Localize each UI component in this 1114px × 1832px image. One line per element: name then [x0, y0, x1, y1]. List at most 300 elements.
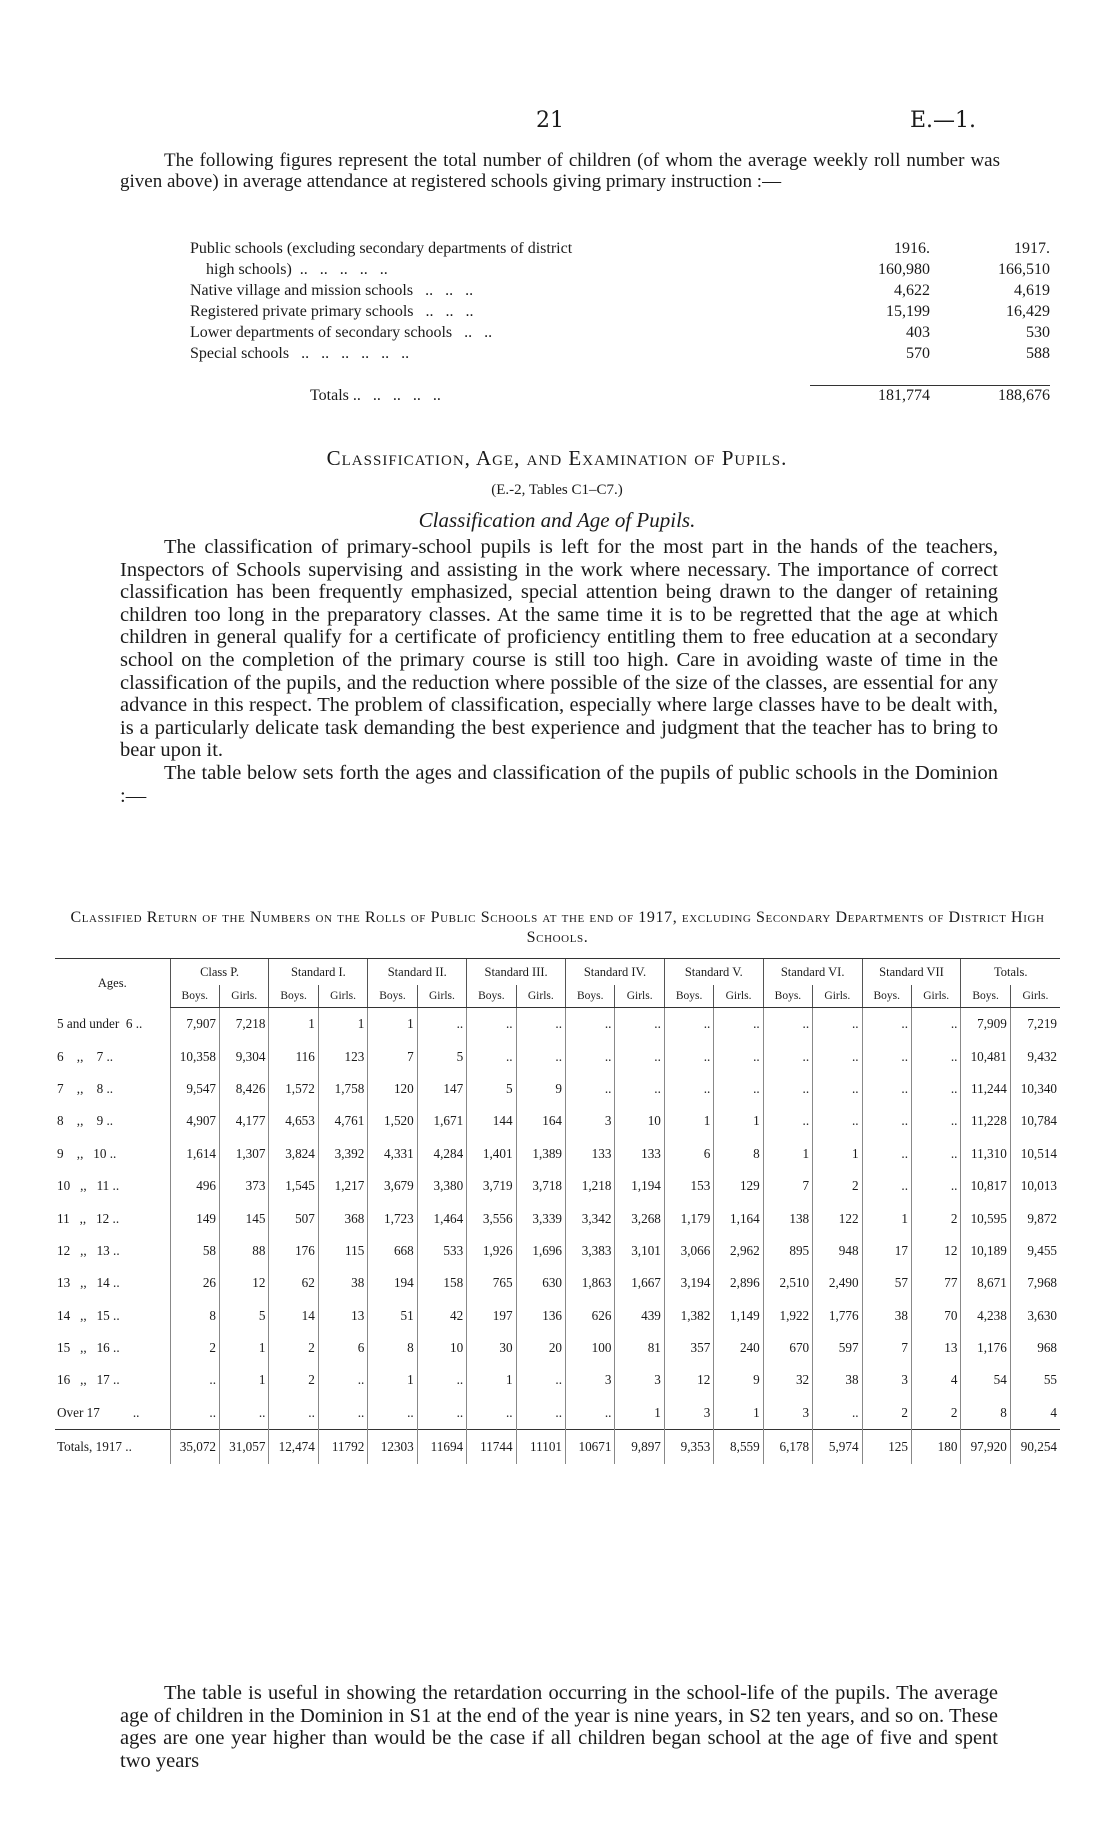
count-cell: 13 — [911, 1332, 960, 1364]
count-cell: .. — [664, 1008, 713, 1041]
count-cell: 7,968 — [1010, 1267, 1060, 1299]
table-row — [55, 1267, 1060, 1299]
count-cell: 2 — [269, 1332, 318, 1364]
count-cell: .. — [318, 1397, 367, 1430]
count-cell: 8,559 — [714, 1430, 763, 1465]
count-cell: .. — [318, 1364, 367, 1396]
count-cell: 1,723 — [368, 1202, 417, 1234]
attendance-table — [190, 238, 1050, 407]
class-header: Totals. — [961, 959, 1060, 986]
count-cell: .. — [170, 1364, 219, 1396]
count-cell: .. — [862, 1073, 911, 1105]
count-cell: .. — [467, 1397, 516, 1430]
count-cell: .. — [417, 1364, 466, 1396]
count-cell: 2 — [813, 1170, 862, 1202]
count-cell: 597 — [813, 1332, 862, 1364]
closing-text — [120, 1682, 998, 1772]
count-cell: .. — [911, 1040, 960, 1072]
count-cell: 81 — [615, 1332, 664, 1364]
classified-return-table — [55, 958, 1060, 1464]
count-cell: 4,653 — [269, 1105, 318, 1137]
count-cell: 1,671 — [417, 1105, 466, 1137]
girls-header: Girls. — [417, 985, 466, 1008]
count-cell: 9,872 — [1010, 1202, 1060, 1234]
count-cell: .. — [516, 1364, 565, 1396]
count-cell: 11,244 — [961, 1073, 1010, 1105]
boys-header: Boys. — [170, 985, 219, 1008]
section-subtitle: (E.-2, Tables C1–C7.) — [491, 482, 623, 498]
count-cell: 1,176 — [961, 1332, 1010, 1364]
count-cell: 10,358 — [170, 1040, 219, 1072]
count-cell: 10,340 — [1010, 1073, 1060, 1105]
count-cell: 12303 — [368, 1430, 417, 1465]
count-cell: 77 — [911, 1267, 960, 1299]
boys-header: Boys. — [467, 985, 516, 1008]
boys-header: Boys. — [566, 985, 615, 1008]
table-row — [55, 1332, 1060, 1364]
count-cell: 968 — [1010, 1332, 1060, 1364]
count-cell: 8 — [368, 1332, 417, 1364]
count-cell: 138 — [763, 1202, 812, 1234]
count-cell: 10,784 — [1010, 1105, 1060, 1137]
count-cell: .. — [170, 1397, 219, 1430]
count-cell: 3,066 — [664, 1235, 713, 1267]
count-cell: 62 — [269, 1267, 318, 1299]
count-cell: .. — [911, 1008, 960, 1041]
count-cell: 38 — [813, 1364, 862, 1396]
count-cell: 7 — [862, 1332, 911, 1364]
girls-header: Girls. — [714, 985, 763, 1008]
count-cell: 1,218 — [566, 1170, 615, 1202]
age-cell: 5 and under 6 .. — [57, 1015, 143, 1031]
class-header: Standard I. — [269, 959, 368, 986]
class-header: Standard III. — [467, 959, 566, 986]
attendance-1917: 530 — [1026, 323, 1050, 341]
count-cell: 1,520 — [368, 1105, 417, 1137]
closing-paragraph: The table is useful in showing the retardation occurring in the school-life of the pupils. The average age of children in the Dominion in S1 at the end of the year is nine years, in S2 ten years, and so on. These ages are one year higher than would be the case if all children began school at the age of five and spent two years — [120, 1682, 998, 1772]
count-cell: 1,149 — [714, 1300, 763, 1332]
attendance-1916: 15,199 — [886, 302, 930, 320]
count-cell: 4 — [911, 1364, 960, 1396]
girls-header: Girls. — [813, 985, 862, 1008]
count-cell: 357 — [664, 1332, 713, 1364]
attendance-label: Public schools (excluding secondary departments of district — [190, 239, 573, 257]
count-cell: 1,307 — [220, 1138, 269, 1170]
girls-header: Girls. — [318, 985, 367, 1008]
count-cell: 3,718 — [516, 1170, 565, 1202]
count-cell: 97,920 — [961, 1430, 1010, 1465]
count-cell: 4,331 — [368, 1138, 417, 1170]
attendance-1917: 166,510 — [998, 260, 1050, 278]
count-cell: 2,896 — [714, 1267, 763, 1299]
count-cell: 115 — [318, 1235, 367, 1267]
age-cell: Over 17 .. — [57, 1404, 140, 1420]
count-cell: 10,189 — [961, 1235, 1010, 1267]
count-cell: 9,304 — [220, 1040, 269, 1072]
class-header: Standard VI. — [763, 959, 862, 986]
count-cell: .. — [615, 1040, 664, 1072]
count-cell: 38 — [862, 1300, 911, 1332]
count-cell: 9 — [714, 1364, 763, 1396]
count-cell: 1 — [714, 1397, 763, 1430]
count-cell: 31,057 — [220, 1430, 269, 1465]
count-cell: 7,219 — [1010, 1008, 1060, 1041]
count-cell: 30 — [467, 1332, 516, 1364]
count-cell: 1 — [467, 1364, 516, 1396]
attendance-1916: 160,980 — [878, 260, 930, 278]
count-cell: 8 — [961, 1397, 1010, 1430]
count-cell: 1 — [763, 1138, 812, 1170]
count-cell: 90,254 — [1010, 1430, 1060, 1465]
count-cell: .. — [467, 1008, 516, 1041]
count-cell: .. — [714, 1073, 763, 1105]
count-cell: 1 — [220, 1332, 269, 1364]
count-cell: 1 — [862, 1202, 911, 1234]
age-cell: 8 ,, 9 .. — [57, 1113, 114, 1129]
count-cell: 8 — [170, 1300, 219, 1332]
table-row — [55, 1105, 1060, 1137]
age-cell: 13 ,, 14 .. — [57, 1275, 120, 1291]
count-cell: 1,776 — [813, 1300, 862, 1332]
table-row — [55, 1138, 1060, 1170]
count-cell: 158 — [417, 1267, 466, 1299]
attendance-1916: 4,622 — [894, 281, 930, 299]
count-cell: 2 — [862, 1397, 911, 1430]
count-cell: 7,218 — [220, 1008, 269, 1041]
count-cell: 2 — [269, 1364, 318, 1396]
count-cell: 3,383 — [566, 1235, 615, 1267]
table-row — [55, 1364, 1060, 1396]
count-cell: 3,380 — [417, 1170, 466, 1202]
count-cell: .. — [516, 1008, 565, 1041]
count-cell: 8,671 — [961, 1267, 1010, 1299]
attendance-1916: 570 — [906, 344, 930, 362]
count-cell: .. — [813, 1040, 862, 1072]
count-cell: 8,426 — [220, 1073, 269, 1105]
count-cell: 6 — [318, 1332, 367, 1364]
count-cell: 12,474 — [269, 1430, 318, 1465]
count-cell: 1,926 — [467, 1235, 516, 1267]
count-cell: 439 — [615, 1300, 664, 1332]
count-cell: 3,392 — [318, 1138, 367, 1170]
count-cell: .. — [467, 1040, 516, 1072]
count-cell: 9,432 — [1010, 1040, 1060, 1072]
count-cell: 3 — [566, 1105, 615, 1137]
count-cell: 147 — [417, 1073, 466, 1105]
table-row — [55, 1040, 1060, 1072]
class-header: Standard VII — [862, 959, 961, 986]
age-cell: 12 ,, 13 .. — [57, 1242, 120, 1258]
count-cell: 4,177 — [220, 1105, 269, 1137]
count-cell: .. — [714, 1040, 763, 1072]
count-cell: 58 — [170, 1235, 219, 1267]
count-cell: 7 — [368, 1040, 417, 1072]
age-cell: 11 ,, 12 .. — [57, 1210, 120, 1226]
count-cell: .. — [763, 1008, 812, 1041]
count-cell: .. — [566, 1397, 615, 1430]
count-cell: 144 — [467, 1105, 516, 1137]
count-cell: .. — [862, 1170, 911, 1202]
count-cell: 11792 — [318, 1430, 367, 1465]
count-cell: 9,353 — [664, 1430, 713, 1465]
count-cell: .. — [862, 1008, 911, 1041]
count-cell: 3,556 — [467, 1202, 516, 1234]
count-cell: 3,268 — [615, 1202, 664, 1234]
count-cell: 8 — [714, 1138, 763, 1170]
count-cell: 4 — [1010, 1397, 1060, 1430]
count-cell: 373 — [220, 1170, 269, 1202]
count-cell: 133 — [615, 1138, 664, 1170]
count-cell: .. — [911, 1138, 960, 1170]
count-cell: 194 — [368, 1267, 417, 1299]
count-cell: 3,679 — [368, 1170, 417, 1202]
age-cell: 7 ,, 8 .. — [57, 1080, 114, 1096]
count-cell: .. — [763, 1073, 812, 1105]
count-cell: .. — [566, 1073, 615, 1105]
boys-header: Boys. — [862, 985, 911, 1008]
count-cell: 145 — [220, 1202, 269, 1234]
count-cell: 10 — [417, 1332, 466, 1364]
count-cell: 1,572 — [269, 1073, 318, 1105]
col-1917-header: 1917. — [1014, 239, 1050, 257]
count-cell: 2,510 — [763, 1267, 812, 1299]
count-cell: 5 — [467, 1073, 516, 1105]
count-cell: 3 — [566, 1364, 615, 1396]
count-cell: 176 — [269, 1235, 318, 1267]
count-cell: 1,382 — [664, 1300, 713, 1332]
count-cell: 1 — [318, 1008, 367, 1041]
count-cell: 11694 — [417, 1430, 466, 1465]
count-cell: 153 — [664, 1170, 713, 1202]
count-cell: 6 — [664, 1138, 713, 1170]
count-cell: 1,464 — [417, 1202, 466, 1234]
count-cell: 9,547 — [170, 1073, 219, 1105]
count-cell: 1,389 — [516, 1138, 565, 1170]
count-cell: 533 — [417, 1235, 466, 1267]
count-cell: 1 — [368, 1008, 417, 1041]
boys-header: Boys. — [961, 985, 1010, 1008]
count-cell: 120 — [368, 1073, 417, 1105]
attendance-1916: 403 — [906, 323, 930, 341]
count-cell: .. — [417, 1008, 466, 1041]
boys-header: Boys. — [763, 985, 812, 1008]
table-row — [55, 1300, 1060, 1332]
girls-header: Girls. — [911, 985, 960, 1008]
count-cell: 7 — [763, 1170, 812, 1202]
count-cell: .. — [911, 1105, 960, 1137]
attendance-1917: 588 — [1026, 344, 1050, 362]
count-cell: 1,863 — [566, 1267, 615, 1299]
count-cell: 3,194 — [664, 1267, 713, 1299]
count-cell: 5 — [417, 1040, 466, 1072]
count-cell: 4,761 — [318, 1105, 367, 1137]
count-cell: 626 — [566, 1300, 615, 1332]
count-cell: 3 — [664, 1397, 713, 1430]
section-italic-heading: Classification and Age of Pupils. — [418, 508, 696, 532]
count-cell: 3,101 — [615, 1235, 664, 1267]
girls-header: Girls. — [1010, 985, 1060, 1008]
count-cell: 123 — [318, 1040, 367, 1072]
boys-header: Boys. — [368, 985, 417, 1008]
table-row — [55, 1008, 1060, 1041]
count-cell: 17 — [862, 1235, 911, 1267]
count-cell: 197 — [467, 1300, 516, 1332]
girls-header: Girls. — [220, 985, 269, 1008]
table-row — [55, 1202, 1060, 1234]
count-cell: 11101 — [516, 1430, 565, 1465]
count-cell: 765 — [467, 1267, 516, 1299]
count-cell: .. — [664, 1040, 713, 1072]
count-cell: .. — [566, 1008, 615, 1041]
count-cell: 3,719 — [467, 1170, 516, 1202]
count-cell: 12 — [911, 1235, 960, 1267]
count-cell: 1,164 — [714, 1202, 763, 1234]
count-cell: 51 — [368, 1300, 417, 1332]
count-cell: .. — [813, 1105, 862, 1137]
count-cell: .. — [516, 1040, 565, 1072]
body-paragraph: The table below sets forth the ages and classification of the pupils of public schools in the Dominion :— — [120, 761, 998, 807]
count-cell: 26 — [170, 1267, 219, 1299]
count-cell: .. — [911, 1073, 960, 1105]
count-cell: .. — [813, 1073, 862, 1105]
count-cell: 100 — [566, 1332, 615, 1364]
count-cell: 670 — [763, 1332, 812, 1364]
count-cell: 1 — [664, 1105, 713, 1137]
count-cell: 129 — [714, 1170, 763, 1202]
count-cell: .. — [615, 1008, 664, 1041]
count-cell: 10671 — [566, 1430, 615, 1465]
totals-row — [55, 1430, 1060, 1465]
age-cell: 16 ,, 17 .. — [57, 1372, 120, 1388]
count-cell: 5,974 — [813, 1430, 862, 1465]
count-cell: 1 — [368, 1364, 417, 1396]
count-cell: 122 — [813, 1202, 862, 1234]
count-cell: .. — [714, 1008, 763, 1041]
count-cell: 149 — [170, 1202, 219, 1234]
count-cell: 4,284 — [417, 1138, 466, 1170]
count-cell: .. — [516, 1397, 565, 1430]
count-cell: 10 — [615, 1105, 664, 1137]
count-cell: 7,909 — [961, 1008, 1010, 1041]
attendance-1917: 4,619 — [1014, 281, 1050, 299]
body-paragraph: The classification of primary-school pupils is left for the most part in the hands of the teachers, Inspectors of Schools supervising and assisting in the work where necessary. The importance of correct classification has been frequently emphasized, special attention being drawn to the danger of retaining children too long in the preparatory classes. At the same time it is to be regretted that the age at which children in general qualify for a certificate of proficiency entitling them to free education at a secondary school on the completion of the primary course is still too high. Care in avoiding waste of time in the classification of the pupils, and the reduction where possible of the size of the classes, are essential for any advance in this respect. The problem of classification, especially where large classes have to be dealt with, is a particularly delicate task demanding the best experience and judgment that the teacher has to bring to bear upon it. — [120, 536, 998, 762]
count-cell: 116 — [269, 1040, 318, 1072]
count-cell: 13 — [318, 1300, 367, 1332]
count-cell: 88 — [220, 1235, 269, 1267]
count-cell: 3,339 — [516, 1202, 565, 1234]
count-cell: 57 — [862, 1267, 911, 1299]
count-cell: 2 — [170, 1332, 219, 1364]
girls-header: Girls. — [615, 985, 664, 1008]
count-cell: .. — [911, 1170, 960, 1202]
count-cell: 6,178 — [763, 1430, 812, 1465]
count-cell: 42 — [417, 1300, 466, 1332]
count-cell: 10,595 — [961, 1202, 1010, 1234]
count-cell: 38 — [318, 1267, 367, 1299]
count-cell: .. — [269, 1397, 318, 1430]
count-cell: .. — [664, 1073, 713, 1105]
table-row — [55, 1397, 1060, 1430]
count-cell: 9,897 — [615, 1430, 664, 1465]
count-cell: 507 — [269, 1202, 318, 1234]
girls-header: Girls. — [516, 985, 565, 1008]
count-cell: 1,179 — [664, 1202, 713, 1234]
count-cell: 1 — [615, 1397, 664, 1430]
count-cell: 164 — [516, 1105, 565, 1137]
count-cell: .. — [368, 1397, 417, 1430]
boys-header: Boys. — [269, 985, 318, 1008]
col-1916-header: 1916. — [894, 239, 930, 257]
class-header: Standard II. — [368, 959, 467, 986]
count-cell: 1,922 — [763, 1300, 812, 1332]
count-cell: 1,217 — [318, 1170, 367, 1202]
count-cell: 2 — [911, 1202, 960, 1234]
count-cell: .. — [763, 1105, 812, 1137]
age-cell: 10 ,, 11 .. — [57, 1178, 120, 1194]
count-cell: 10,514 — [1010, 1138, 1060, 1170]
count-cell: 7,907 — [170, 1008, 219, 1041]
count-cell: .. — [615, 1073, 664, 1105]
count-cell: 1 — [714, 1105, 763, 1137]
count-cell: 895 — [763, 1235, 812, 1267]
section-title: Classification, Age, and Examination of Pupils. — [326, 446, 788, 470]
count-cell: 5 — [220, 1300, 269, 1332]
attendance-label: high schools) .. .. .. .. .. — [190, 260, 388, 278]
count-cell: 54 — [961, 1364, 1010, 1396]
count-cell: 1,614 — [170, 1138, 219, 1170]
count-cell: 20 — [516, 1332, 565, 1364]
count-cell: 1 — [813, 1138, 862, 1170]
count-cell: 35,072 — [170, 1430, 219, 1465]
intro-paragraph — [120, 150, 1000, 192]
count-cell: 1 — [269, 1008, 318, 1041]
count-cell: .. — [813, 1008, 862, 1041]
age-cell: 6 ,, 7 .. — [57, 1048, 114, 1064]
count-cell: 2,490 — [813, 1267, 862, 1299]
report-code: E.—1. — [910, 108, 977, 133]
attendance-label: Registered private primary schools .. .. .. — [190, 302, 474, 320]
count-cell: 1,667 — [615, 1267, 664, 1299]
count-cell: .. — [763, 1040, 812, 1072]
table-row — [55, 1170, 1060, 1202]
attendance-totals-label: Totals .. .. .. .. .. — [310, 386, 441, 404]
attendance-label: Lower departments of secondary schools .. .. — [190, 323, 493, 341]
count-cell: 2,962 — [714, 1235, 763, 1267]
attendance-label: Special schools .. .. .. .. .. .. — [190, 344, 410, 362]
attendance-label: Native village and mission schools .. .. .. — [190, 281, 474, 299]
count-cell: 1,758 — [318, 1073, 367, 1105]
count-cell: 1,545 — [269, 1170, 318, 1202]
count-cell: 4,238 — [961, 1300, 1010, 1332]
count-cell: .. — [862, 1040, 911, 1072]
class-header: Class P. — [170, 959, 269, 986]
count-cell: 10,817 — [961, 1170, 1010, 1202]
age-cell: 14 ,, 15 .. — [57, 1307, 120, 1323]
count-cell: 1 — [220, 1364, 269, 1396]
count-cell: 368 — [318, 1202, 367, 1234]
attendance-total-1916: 181,774 — [878, 387, 930, 404]
count-cell: .. — [862, 1105, 911, 1137]
count-cell: 3 — [763, 1397, 812, 1430]
count-cell: 668 — [368, 1235, 417, 1267]
count-cell: 240 — [714, 1332, 763, 1364]
age-cell: Totals, 1917 .. — [55, 1430, 170, 1465]
count-cell: 125 — [862, 1430, 911, 1465]
age-cell: 15 ,, 16 .. — [57, 1340, 120, 1356]
count-cell: 3 — [862, 1364, 911, 1396]
count-cell: 32 — [763, 1364, 812, 1396]
class-header: Standard IV. — [566, 959, 665, 986]
